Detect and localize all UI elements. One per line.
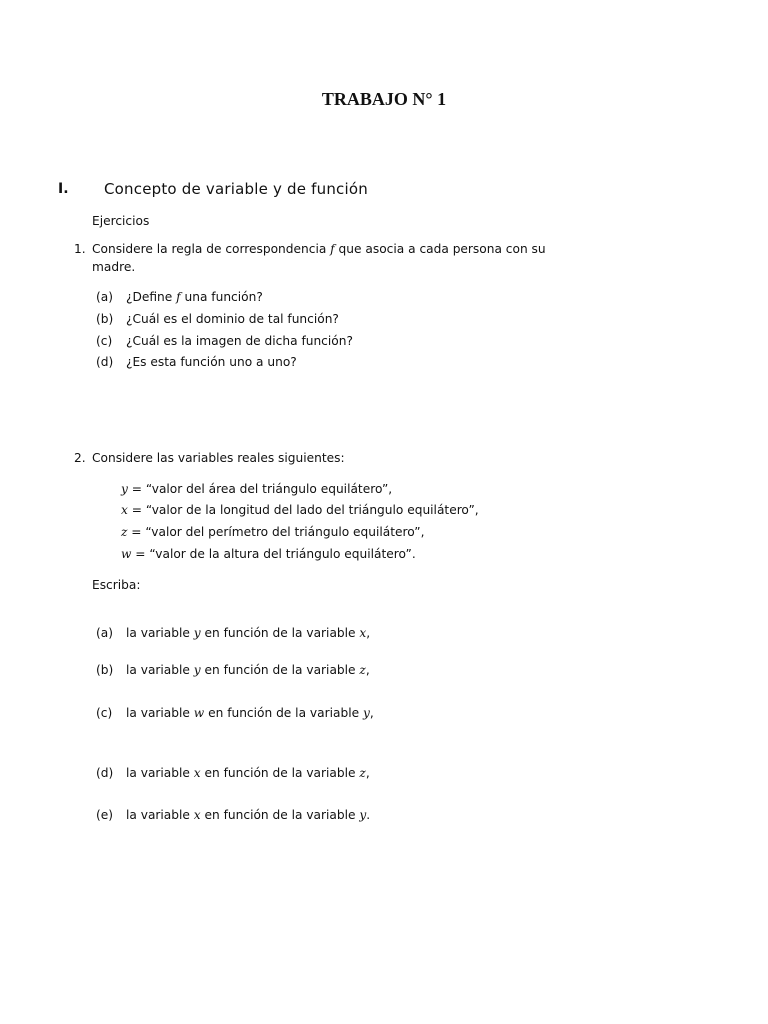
exercise-1-text-b: que asocia a cada persona con su: [334, 242, 546, 256]
item-punct: ,: [365, 663, 370, 677]
variable: z: [359, 663, 366, 677]
item-punct: ,: [365, 766, 370, 780]
variable-y: y: [121, 482, 128, 496]
exercise-2-item: [96, 626, 370, 640]
definition-line: [121, 482, 392, 496]
variable-x: x: [121, 503, 128, 517]
exercise-1-item: [96, 312, 339, 326]
item-text: en función de la variable: [200, 626, 360, 640]
variable-f: f: [176, 290, 181, 304]
item-label: (a): [96, 290, 113, 304]
definition-text: = “valor de la altura del triángulo equilátero”.: [131, 547, 416, 561]
item-label: (b): [96, 663, 114, 677]
exercise-2-number: 2.: [74, 451, 86, 465]
section-number: I.: [58, 181, 69, 197]
subheading-ejercicios: Ejercicios: [92, 214, 150, 228]
definition-text: = “valor del perímetro del triángulo equilátero”,: [127, 525, 425, 539]
definition-line: [121, 547, 416, 561]
item-text: en función de la variable: [200, 766, 360, 780]
item-punct: .: [366, 808, 371, 822]
item-text: la variable: [126, 706, 194, 720]
variable: z: [359, 766, 366, 780]
item-text: ¿Cuál es la imagen de dicha función?: [126, 334, 353, 348]
variable: x: [193, 766, 201, 780]
definition-line: [121, 503, 479, 517]
item-text: la variable: [126, 626, 194, 640]
variable-z: z: [121, 525, 128, 539]
item-label: (e): [96, 808, 114, 822]
item-text: una función?: [180, 290, 263, 304]
item-label: (c): [96, 706, 113, 720]
item-label: (c): [96, 334, 113, 348]
variable-w: w: [121, 547, 132, 561]
page-title: TRABAJO N° 1: [321, 89, 447, 109]
item-text: en función de la variable: [200, 808, 360, 822]
variable: w: [193, 706, 205, 720]
definition-text: = “valor del área del triángulo equilátero”,: [127, 482, 393, 496]
item-text: la variable: [126, 663, 194, 677]
exercise-1-number: 1.: [74, 242, 86, 256]
item-text: ¿Es esta función uno a uno?: [126, 355, 297, 369]
item-text: en función de la variable: [200, 663, 360, 677]
item-punct: ,: [366, 626, 371, 640]
definition-text: = “valor de la longitud del lado del triángulo equilátero”,: [127, 503, 479, 517]
item-text: ¿Define: [126, 290, 177, 304]
exercise-1-item: [96, 334, 353, 348]
variable: x: [359, 626, 367, 640]
exercise-2-item: [96, 766, 370, 780]
item-text: ¿Cuál es el dominio de tal función?: [126, 312, 339, 326]
item-label: (a): [96, 626, 113, 640]
exercise-1-line1: [92, 242, 546, 256]
exercise-2-intro: Considere las variables reales siguientes:: [92, 451, 345, 465]
exercise-2-prompt: Escriba:: [92, 578, 141, 592]
item-label: (d): [96, 766, 114, 780]
item-label: (d): [96, 355, 114, 369]
variable-f: f: [330, 242, 335, 256]
variable: y: [193, 663, 201, 677]
exercise-1-item: [96, 355, 297, 369]
variable: y: [362, 706, 370, 720]
exercise-1-line2: madre.: [92, 260, 136, 274]
item-text: en función de la variable: [204, 706, 363, 720]
exercise-1-text-a: Considere la regla de correspondencia: [92, 242, 331, 256]
exercise-1-item: [96, 290, 263, 304]
item-label: (b): [96, 312, 114, 326]
exercise-2-item: [96, 663, 370, 677]
item-text: la variable: [126, 808, 194, 822]
exercise-2-item: [96, 808, 370, 822]
variable: x: [193, 808, 201, 822]
item-text: la variable: [126, 766, 194, 780]
exercise-2-item: [96, 706, 374, 720]
definition-line: [121, 525, 425, 539]
variable: y: [359, 808, 367, 822]
section-title: Concepto de variable y de función: [104, 180, 368, 198]
item-punct: ,: [369, 706, 374, 720]
variable: y: [193, 626, 201, 640]
